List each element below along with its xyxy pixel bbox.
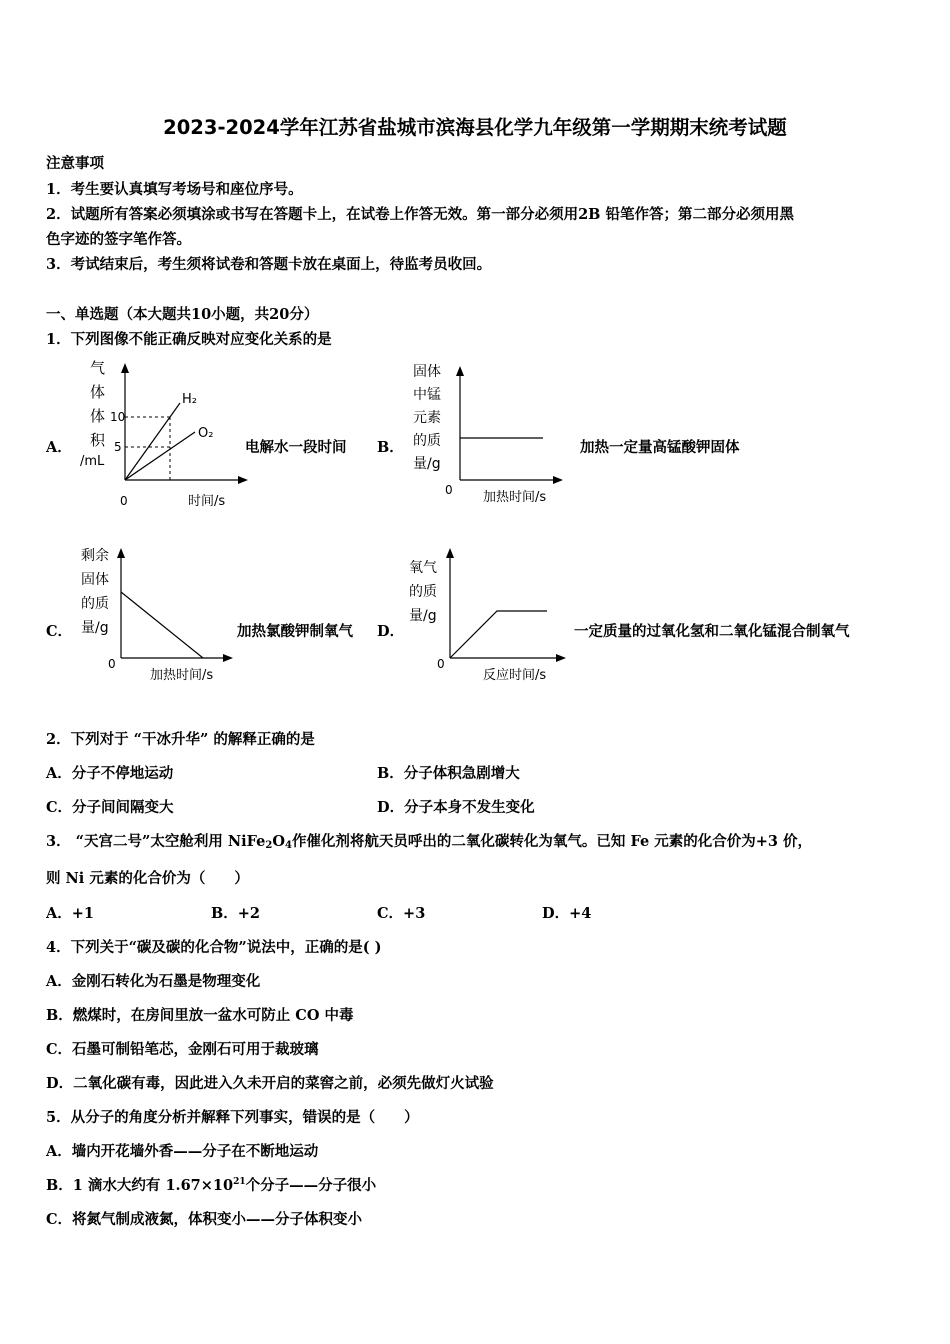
graph-a-xlabel: 时间/s [188,494,226,509]
graph-a-ytick-10: 10 [110,410,126,424]
q1-option-a-desc: 电解水一段时间 [245,439,347,456]
q2-stem: 2．下列对于 “干冰升华” 的解释正确的是 [46,731,315,748]
page-title: 2023-2024学年江苏省盐城市滨海县化学九年级第一学期期末统考试题 [163,116,787,139]
q1-option-d-letter: D． [377,623,405,640]
graph-d-ylabel-3: 量/g [409,608,437,624]
graph-a-line-h2 [125,403,180,480]
graph-a-series-h2: H₂ [182,392,197,407]
graph-a-ytick-5: 5 [114,440,122,454]
graph-c-ylabel-1: 剩余 [81,548,109,564]
graph-b-ylabel-4: 的质 [413,433,441,449]
q1-graph-b [405,358,570,513]
graph-a-line-o2 [125,432,195,480]
graph-c-ylabel-4: 量/g [81,620,109,636]
q2-option-b: B．分子体积急剧增大 [377,765,520,782]
graph-b-ylabel-1: 固体 [413,364,441,380]
graph-c-ylabel-3: 的质 [81,596,109,612]
graph-b-xlabel: 加热时间/s [483,490,547,505]
q1-graph-a [70,355,250,515]
q5-option-c: C．将氮气制成液氮，体积变小——分子体积变小 [46,1211,363,1228]
graph-b-origin: 0 [445,483,453,497]
q2-option-d: D．分子本身不发生变化 [377,799,535,816]
graph-d-line [450,611,547,658]
q1-option-b-letter: B． [377,439,404,456]
q1-graph-d [405,540,570,690]
graph-a-ylabel-4: 积 [90,431,106,449]
graph-a-ylabel-3: 体 [90,407,106,425]
notice-heading: 注意事项 [46,155,104,172]
notice-item-2-cont: 色字迹的签字笔作答。 [46,231,191,248]
notice-item-2: 2．试题所有答案必须填涂或书写在答题卡上，在试卷上作答无效。第一部分必须用2B 铅笔作答；第二部分必须用黑 [46,206,794,223]
q4-option-d: D．二氧化碳有毒，因此进入久未开启的菜窖之前，必须先做灯火试验 [46,1075,494,1092]
q1-option-c-desc: 加热氯酸钾制氧气 [237,623,353,640]
graph-a-ylabel-1: 气 [90,359,106,377]
graph-a-series-o2: O₂ [198,426,214,441]
graph-a-ylabel-5: /mL [80,454,105,469]
graph-c-ylabel-2: 固体 [81,572,109,588]
graph-a-origin: 0 [120,494,128,508]
q5-stem: 5．从分子的角度分析并解释下列事实，错误的是（ ） [46,1109,419,1126]
graph-c-line [121,592,203,658]
notice-item-1: 1．考生要认真填写考场号和座位序号。 [46,181,303,198]
notice-item-3: 3．考试结束后，考生须将试卷和答题卡放在桌面上，待监考员收回。 [46,256,492,273]
graph-c-origin: 0 [108,657,116,671]
q4-option-c: C．石墨可制铅笔芯，金刚石可用于裁玻璃 [46,1041,319,1058]
q1-option-b-desc: 加热一定量高锰酸钾固体 [580,439,740,456]
q2-option-c: C．分子间间隔变大 [46,799,174,816]
q3-stem-line2: 则 Ni 元素的化合价为（ ） [46,870,249,887]
graph-d-xlabel: 反应时间/s [483,668,547,683]
q1-graph-c [75,540,235,690]
graph-c-xlabel: 加热时间/s [150,668,214,683]
q1-option-c-letter: C． [46,623,73,640]
q1-stem: 1．下列图像不能正确反映对应变化关系的是 [46,331,332,348]
q3-stem: 3． “天宫二号”太空舱利用 $NiFe_2O_4$作催化剂将航天员呼出的二氧化碳转化为氧气。已知 Fe 元素的化合价为+3 价， [46,833,813,851]
graph-d-ylabel-1: 氧气 [409,560,437,576]
q3-option-a: A．+1 [46,905,94,922]
q4-stem: 4．下列关于“碳及碳的化合物”说法中，正确的是( ) [46,939,382,956]
graph-b-ylabel-2: 中锰 [413,387,441,403]
graph-a-ylabel-2: 体 [90,383,106,401]
q5-option-a: A．墙内开花墙外香——分子在不断地运动 [46,1143,319,1160]
q4-option-a: A．金刚石转化为石墨是物理变化 [46,973,261,990]
q4-option-b: B．燃煤时，在房间里放一盆水可防止 CO 中毒 [46,1007,354,1024]
graph-d-ylabel-2: 的质 [409,584,437,600]
graph-d-origin: 0 [437,657,445,671]
q1-option-d-desc: 一定质量的过氧化氢和二氧化锰混合制氧气 [574,623,850,640]
section-heading: 一、单选题（本大题共10小题，共20分） [46,306,319,323]
graph-b-ylabel-5: 量/g [413,456,441,472]
q1-option-a-letter: A． [46,439,72,456]
q3-option-b: B．+2 [211,905,260,922]
q3-option-c: C．+3 [377,905,426,922]
graph-b-ylabel-3: 元素 [413,410,441,426]
q2-option-a: A．分子不停地运动 [46,765,174,782]
q3-option-d: D．+4 [542,905,592,922]
q5-option-b: B．1 滴水大约有 $1.67\times 10^{21}$个分子——分子很小 [46,1177,377,1194]
